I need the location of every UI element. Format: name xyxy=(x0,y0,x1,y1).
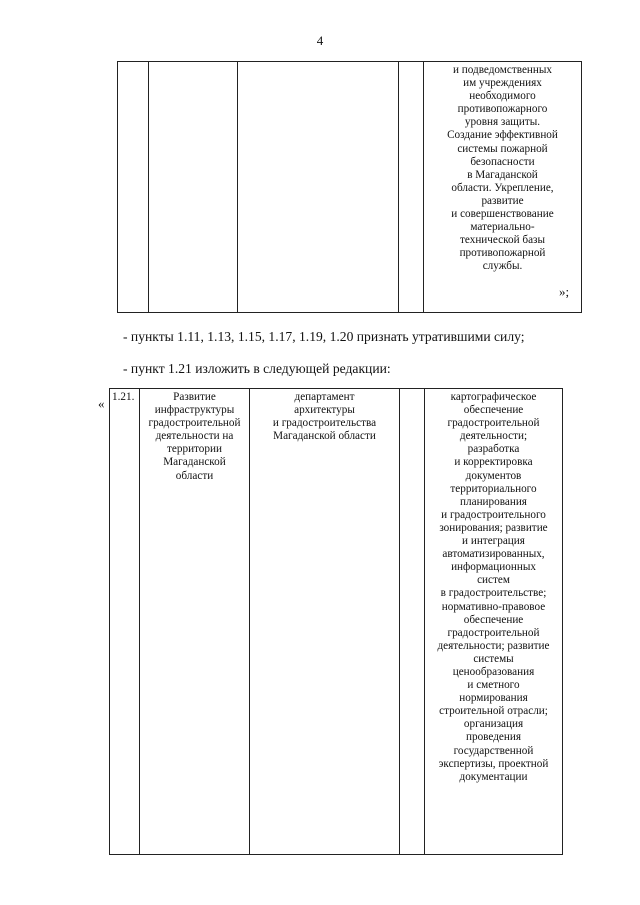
row-number-cell: 1.21. xyxy=(110,389,140,855)
paragraph-repealed-items: - пункты 1.11, 1.13, 1.15, 1.17, 1.19, 1.20 признать утратившими силу; xyxy=(123,329,525,344)
table-cell xyxy=(118,62,149,313)
opening-quote: « xyxy=(98,396,105,411)
table-top xyxy=(117,61,582,313)
table-bottom xyxy=(109,388,563,855)
page-number: 4 xyxy=(316,33,324,48)
description-cell: картографическое обеспечение градостроительной деятельности; разработка и корректировка документов территориального планирования и градостроительного зонирования; развитие и интеграция автоматизированных, информационных систем в градостроительстве; нормативно-правовое обеспечение градостроительной деятельности; развитие системы ценообразования и сметного нормирования строительной отрасли; организация проведения государственной экспертизы, проектной документации xyxy=(425,389,563,855)
paragraph-new-edition: - пункт 1.21 изложить в следующей редакции: xyxy=(123,361,391,376)
table-cell xyxy=(238,62,399,313)
item-name-cell: Развитие инфраструктуры градостроительной деятельности на территории Магаданской области xyxy=(140,389,250,855)
table-cell xyxy=(149,62,238,313)
table-row xyxy=(118,62,582,313)
table-cell xyxy=(399,62,424,313)
table-cell xyxy=(400,389,425,855)
executor-cell: департамент архитектуры и градостроительства Магаданской области xyxy=(250,389,400,855)
closing-quote: »; xyxy=(559,284,570,299)
table-row xyxy=(110,389,563,855)
table-cell-description: и подведомственных им учреждениях необходимого противопожарного уровня защиты. Создание эффективной системы пожарной безопасности в Магаданской области. Укрепление, развитие и совершенствование материально- технической базы противопожарной службы. xyxy=(424,62,582,313)
